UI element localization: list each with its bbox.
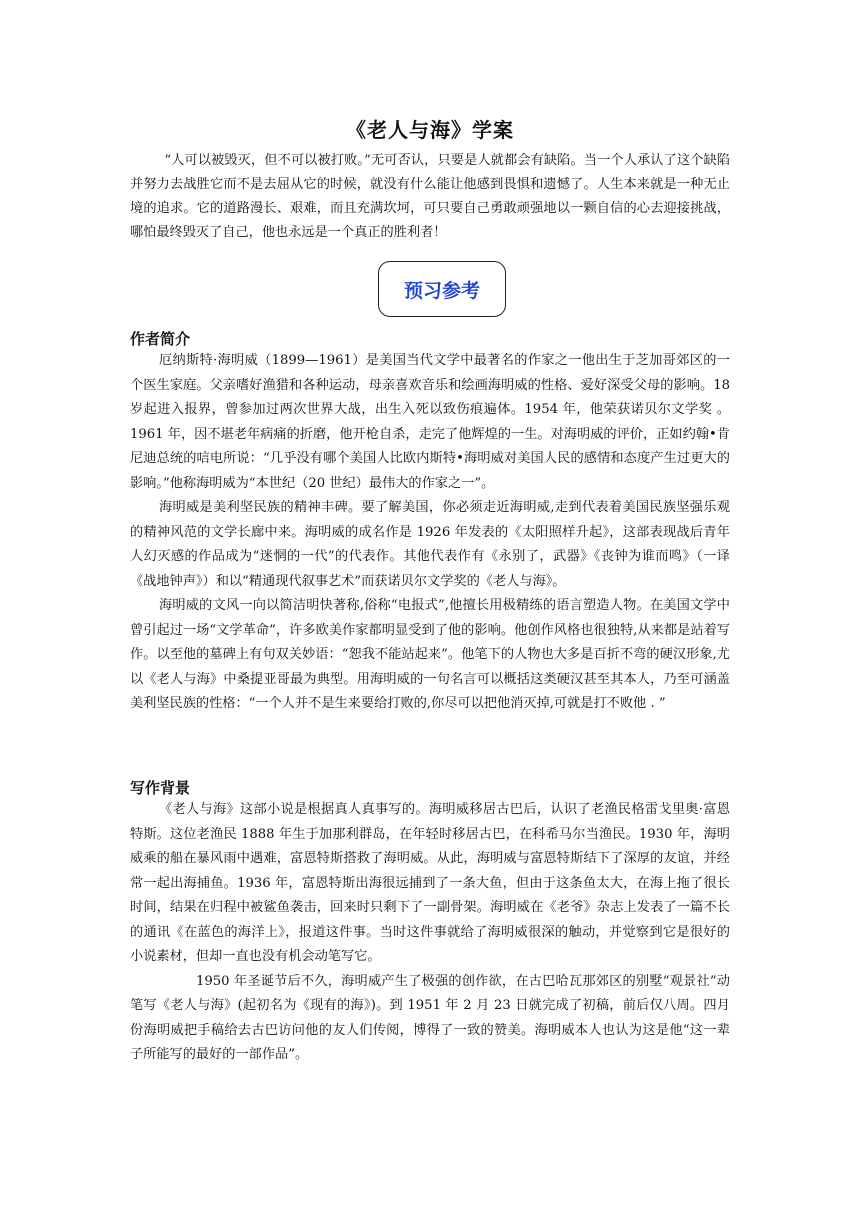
intro-paragraph: “人可以被毁灭，但不可以被打败。”无可否认，只要是人就都会有缺陷。当一个人承认了这个缺陷并努力去战胜它而不是去屈从它的时候，就没有什么能让他感到畏惧和遗憾了。人生本来就是一种无止境的追求。它的道路漫长、艰难，而且充满坎坷，可只要自己勇敢顽强地以一颗自信的心去迎接挑战，哪怕最终毁灭了自己，他也永远是一个真正的胜利者！	[130, 153, 730, 240]
author-paragraph-3: 海明威的文风一向以简洁明快著称,俗称“电报式”,他擅长用极精练的语言塑造人物。在美国文学中曾引起过一场“文学革命”，许多欧美作家都明显受到了他的影响。他创作风格也很独特,从来都是站着写作。以至他的墓碑上有句双关妙语：“恕我不能站起来”。他笔下的人物也大多是百折不弯的硬汉形象,尤以《老人与海》中桑提亚哥最为典型。用海明威的一句名言可以概括这类硬汉甚至其本人，乃至可涵盖美利坚民族的性格：“一个人并不是生来要给打败的,你尽可以把他消灭掉,可就是打不败他 . ”	[130, 598, 730, 711]
background-section	[130, 778, 730, 1068]
author-section-heading: 作者简介	[130, 330, 191, 348]
background-section-heading: 写作背景	[130, 779, 191, 797]
background-paragraph-1: 《老人与海》这部小说是根据真人真事写的。海明威移居古巴后，认识了老渔民格雷戈里奥·富恩特斯。这位老渔民 1888 年生于加那利群岛，在年轻时移居古巴，在科希马尔当渔民。1930 年，海明威乘的船在暴风雨中遇难，富恩特斯搭救了海明威。从此，海明威与富恩特斯结下了深厚的友谊，并经常一起出海捕鱼。1936 年，富恩特斯出海很远捕到了一条大鱼，但由于这条鱼太大，在海上拖了很长时间，结果在归程中被鲨鱼袭击，回来时只剩下了一副骨架。海明威在《老爷》杂志上发表了一篇不长的通讯《在蓝色的海洋上》，报道这件事。当时这件事就给了海明威很深的触动，并觉察到它是很好的小说素材，但却一直也没有机会动笔写它。	[130, 802, 730, 964]
background-paragraph-2: 1950 年圣诞节后不久，海明威产生了极强的创作欲，在古巴哈瓦那郊区的别墅“观景社”动笔写《老人与海》(起初名为《现有的海》)。到 1951 年 2 月 23 日就完成了初稿，前后仅八周。四月份海明威把手稿给去古巴访问他的友人们传阅，博得了一致的赞美。海明威本人也认为这是他“这一辈子所能写的最好的一部作品”。	[130, 973, 730, 1062]
author-paragraph-1: 厄纳斯特·海明威（1899—1961）是美国当代文学中最著名的作家之一他出生于芝加哥郊区的一个医生家庭。父亲嗜好渔猎和各种运动，母亲喜欢音乐和绘画海明威的性格、爱好深受父母的影响。18 岁起进入报界，曾参加过两次世界大战，出生入死以致伤痕遍体。1954 年，他荣获诺贝尔文学奖 。1961 年，因不堪老年病痛的折磨，他开枪自杀，走完了他辉煌的一生。对海明威的评价，正如约翰•肯尼迪总统的唁电所说：“几乎没有哪个美国人比欧内斯特•海明威对美国人民的感情和态度产生过更大的影响。”他称海明威为“本世纪（20 世纪）最伟大的作家之一”。	[130, 353, 730, 491]
intro-paragraph-block	[130, 149, 730, 245]
author-paragraph-2: 海明威是美利坚民族的精神丰碑。要了解美国，你必须走近海明威,走到代表着美国民族坚强乐观的精神风范的文学长廊中来。海明威的成名作是 1926 年发表的《太阳照样升起》，这部表现战后青年人幻灭感的作品成为“迷惘的一代”的代表作。其他代表作有《永别了，武器》《丧钟为谁而鸣》（一译《战地钟声》）和以“精通现代叙事艺术”而获诺贝尔文学奖的《老人与海》。	[130, 500, 730, 589]
author-section	[130, 329, 730, 717]
preview-reference-box	[378, 261, 506, 317]
document-title: 《老人与海》学案	[346, 118, 514, 142]
preview-reference-label: 预习参考	[403, 279, 480, 302]
